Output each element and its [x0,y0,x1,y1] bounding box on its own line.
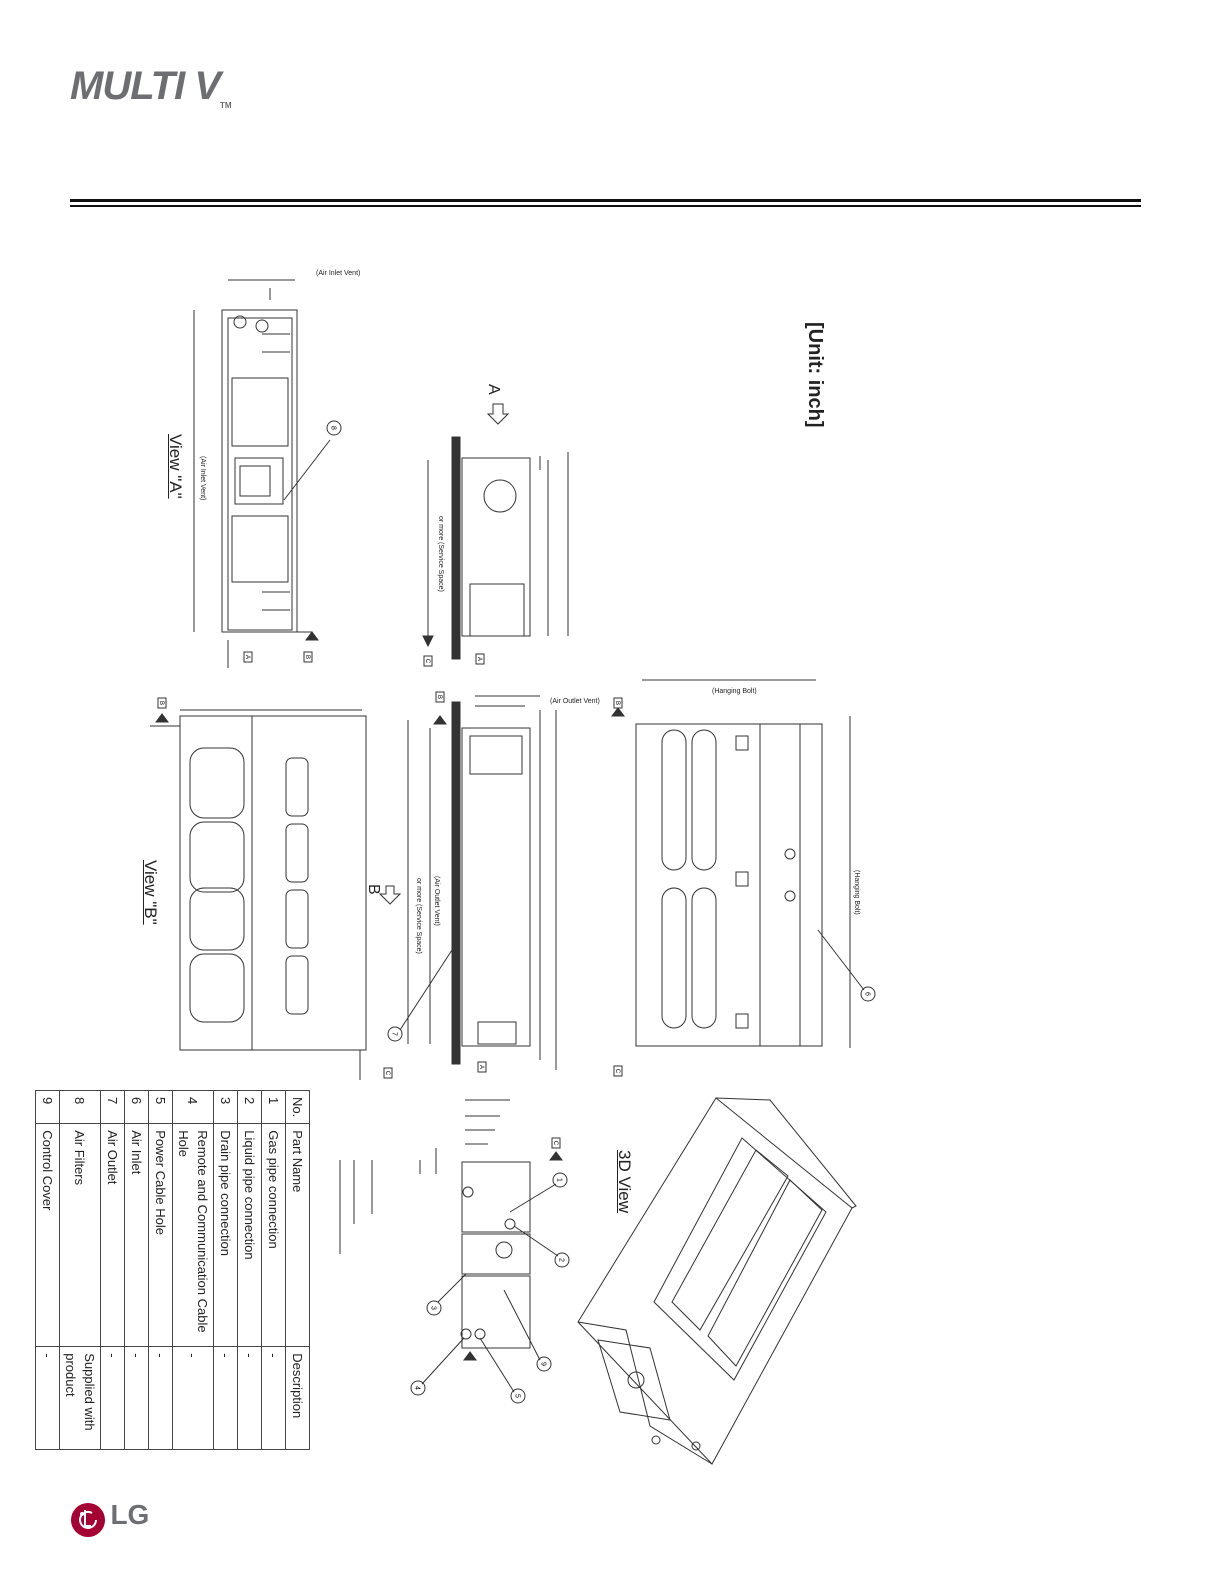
datum-C: C [552,1140,558,1146]
datum-B: B [158,700,164,706]
table-row [238,1091,262,1450]
table-row [149,1091,173,1450]
table-cell-no: 2 [238,1091,262,1124]
table-cell-no: 6 [125,1091,149,1124]
view-a-label: View "A" [166,434,185,499]
piping-detail-drawing [340,1100,569,1403]
table-row [36,1091,60,1450]
table-row [101,1091,125,1450]
unit-label: [Unit: inch] [804,322,826,428]
callout-6: 6 [863,992,871,996]
table-cell-no: 5 [149,1091,173,1124]
air-inlet-vent-label: (Air Inlet Vent) [316,270,361,277]
lg-face-icon [70,1502,106,1538]
table-row [214,1091,238,1450]
datum-B: B [614,700,620,706]
table-cell-name: Air Inlet [125,1124,149,1347]
table-cell-name: Air Filters [60,1124,101,1347]
table-header-description: Description [286,1347,310,1450]
datum-C: C [424,658,430,664]
table-cell-name: Control Cover [36,1124,60,1347]
table-row [125,1091,149,1450]
hanging-bolt-vertical-label: (Hanging Bolt) [853,870,860,915]
table-cell-name: Gas pipe connection [262,1124,286,1347]
table-cell-desc: - [214,1347,238,1450]
3d-view-label: 3D View [615,1150,634,1213]
view-b-label: View "B" [141,860,160,925]
service-space-label-b: or more (Service Space) [415,878,422,954]
view-b-drawing [150,698,400,1080]
callout-2: 2 [557,1258,565,1262]
arrow-a-label: A [485,384,502,395]
table-cell-name: Drain pipe connection [214,1124,238,1347]
arrow-b-label: B [365,884,382,895]
side-section-a [423,404,568,666]
table-cell-name: Remote and Communication Cable Hole [173,1124,214,1347]
table-cell-desc: - [262,1347,286,1450]
bottom-view-drawing [612,680,875,1076]
table-cell-no: 4 [173,1091,214,1124]
air-inlet-vent-vertical-label: (Air Inlet Vent) [199,456,206,501]
datum-A: A [476,656,482,662]
parts-table [35,1090,310,1450]
datum-C: C [384,1070,390,1076]
table-cell-desc: Supplied with product [60,1347,101,1450]
table-cell-no: 7 [101,1091,125,1124]
datum-B: B [436,694,442,700]
table-header-no: No. [286,1091,310,1124]
callout-9: 9 [539,1362,547,1366]
table-cell-desc: - [125,1347,149,1450]
table-cell-desc: - [149,1347,173,1450]
table-cell-desc: - [173,1347,214,1450]
datum-C: C [614,1068,620,1074]
callout-1: 1 [555,1178,563,1182]
callout-3: 3 [429,1306,437,1310]
table-row [60,1091,101,1450]
side-section-b [388,692,556,1072]
callout-8: 8 [329,426,337,430]
table-cell-no: 1 [262,1091,286,1124]
table-cell-desc: - [238,1347,262,1450]
table-row [173,1091,214,1450]
table-cell-name: Air Outlet [101,1124,125,1347]
table-cell-name: Power Cable Hole [149,1124,173,1347]
table-row [262,1091,286,1450]
callout-4: 4 [413,1386,421,1390]
view-a-drawing [194,280,341,668]
datum-A: A [244,654,250,660]
table-cell-desc: - [36,1347,60,1450]
callout-5: 5 [513,1394,521,1398]
service-space-label-a: or more (Service Space) [437,516,444,592]
table-header-part-name: Part Name [286,1124,310,1347]
table-cell-name: Liquid pipe connection [238,1124,262,1347]
table-cell-no: 8 [60,1091,101,1124]
air-outlet-vent-vertical-label: (Air Outlet Vent) [433,876,440,926]
datum-A: A [478,1064,484,1070]
callout-7: 7 [390,1032,398,1036]
table-cell-desc: - [101,1347,125,1450]
table-cell-no: 3 [214,1091,238,1124]
datum-B: B [304,654,310,660]
air-outlet-vent-label: (Air Outlet Vent) [550,698,600,705]
lg-logo: LG [70,1495,160,1535]
hanging-bolt-label: (Hanging Bolt) [712,688,757,695]
parts-table-header-row [286,1091,310,1450]
table-cell-no: 9 [36,1091,60,1124]
multi-v-logo: MULTI VTM [70,64,232,110]
